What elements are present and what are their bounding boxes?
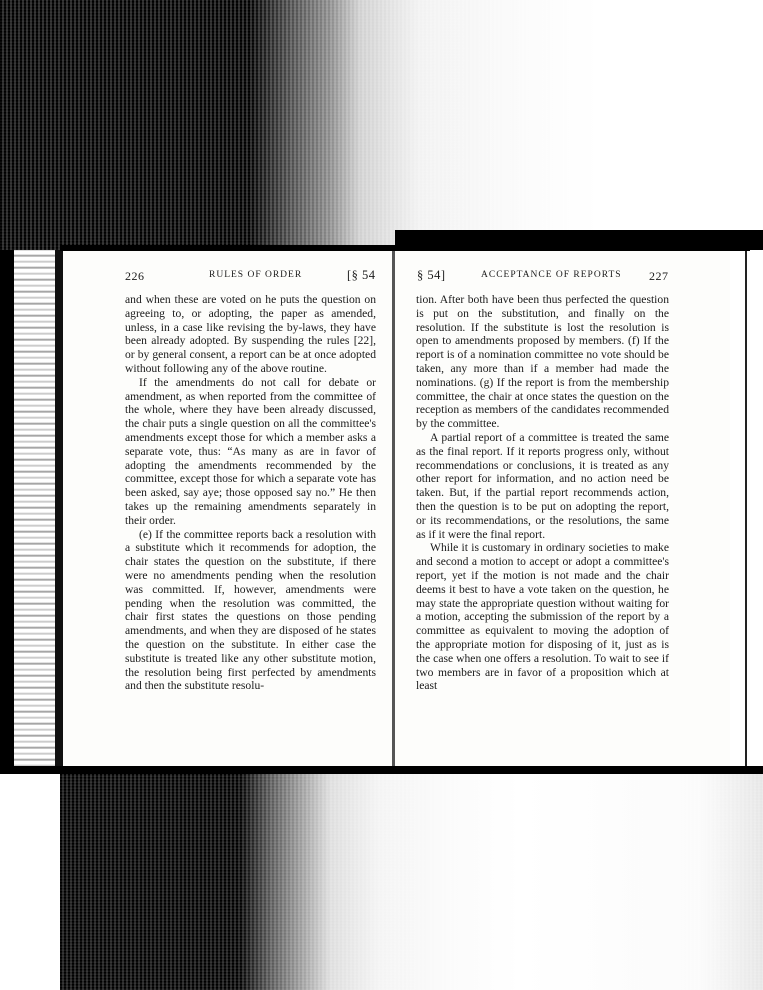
book-bottom-edge — [0, 766, 763, 774]
right-section-ref: § 54] — [417, 268, 446, 282]
left-running-title: RULES OF ORDER — [209, 270, 303, 280]
right-running-title: ACCEPTANCE OF REPORTS — [481, 270, 622, 280]
left-running-head — [63, 269, 393, 285]
book-left-edge — [55, 250, 63, 770]
scan-artifact-bottom-left — [0, 770, 60, 990]
paragraph: A partial report of a committee is treated the same as the final report. If it reports progress only, without recommendations or conclusions, it is treated as any other report for information, and no action need be taken. But, if the partial report recommends action, then the question is to be put on adopting the report, or its recommendations, or the resolutions, the same as if it were the final report. — [416, 430, 669, 541]
scan-artifact-top — [0, 0, 763, 250]
left-page-text — [125, 293, 376, 693]
left-page-number: 226 — [125, 269, 145, 283]
right-page-text — [416, 293, 669, 693]
paragraph: tion. After both have been thus perfected the question is put on the substitution, and finally on the resolution. If the substitute is lost the resolution is open to amendments proposed by members. (f) If the report is of a nomination committee no vote should be taken, any more than if a member had made the nominations. (g) If the report is from the membership committee, the chair at once states the question on the reception as members of the candidates recommended by the committee. — [416, 293, 669, 431]
scan-artifact-left-edge — [0, 250, 14, 770]
paragraph: While it is customary in ordinary societies to make and second a motion to accept or adopt a committee's report, yet if the motion is not made and the chair deems it best to have a vote taken on the question, he may state the appropriate question without waiting for a motion, accepting the submission of the report by a committee as equivalent to moving the adoption of the appropriate motion for disposing of it, just as is the case when one offers a resolution. To wait to see if two members are in favor of a proposition which at least — [416, 541, 669, 693]
paragraph: and when these are voted on he puts the question on agreeing to, or adopting, the paper as amended, unless, in a case like revising the by-laws, they have been already adopted. By suspending the rules [22], or by general consent, a report can be at once adopted without following any of the above routine. — [125, 293, 376, 375]
left-page — [63, 251, 393, 766]
right-running-head — [395, 269, 730, 285]
right-page — [395, 251, 730, 766]
right-page-number: 227 — [649, 269, 669, 283]
left-section-ref: [§ 54 — [347, 268, 376, 282]
paragraph: (e) If the committee reports back a resolution with a substitute which it recommends for adoption, the chair states the question on the substitute, if there were no amendments pending when the resolution was committed. If, however, amendments were pending when the resolution was committed, the chair first states the questions on those pending amendments, and when they are disposed of he states the question on the substitute. In either case the substitute is treated like any other substitute motion, the resolution being first perfected by amendments and then the substitute resolu- — [125, 527, 376, 693]
book-right-edge — [745, 250, 747, 770]
scan-artifact-bottom — [0, 770, 763, 990]
paragraph: If the amendments do not call for debate or amendment, as when reported from the committee of the whole, where they have been already discussed, the chair puts a single question on all the committee's amendments except those for which a member asks a separate vote, thus: “As many as are in favor of adopting the amendments recommended by the committee, except those for which a separate vote has been asked, say aye; those opposed say no.” He then takes up the remaining amendments separately in their order. — [125, 375, 376, 527]
